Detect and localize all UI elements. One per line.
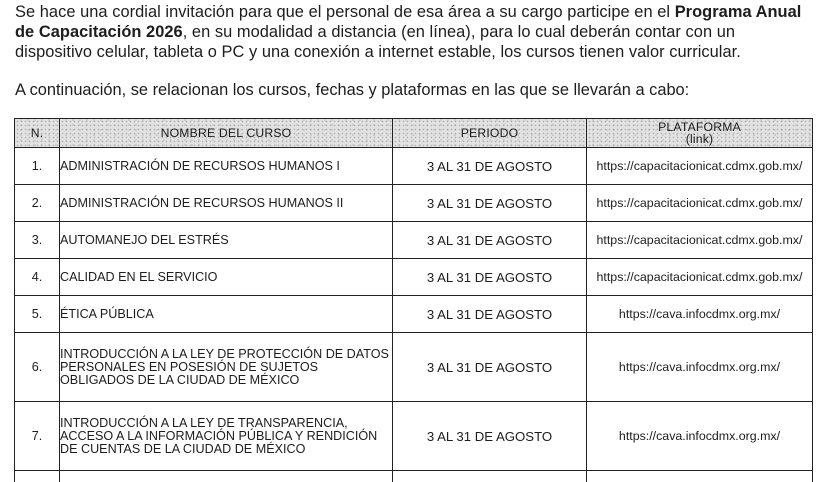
intro-text-end: , en su modalidad a distancia (en línea), para lo cual deberán contar con un dispositivo celular, tableta o PC y una conexión a internet estable, los cursos tienen valor curricular. [15, 23, 741, 61]
header-platform-link: (link) [685, 132, 714, 146]
course-name: ADMINISTRACIÓN DE RECURSOS HUMANOS II [60, 185, 393, 222]
header-course-name: NOMBRE DEL CURSO [60, 119, 393, 148]
table-row [15, 259, 813, 296]
header-platform-title: PLATAFORMA [658, 120, 741, 134]
row-number: 6. [15, 333, 60, 402]
course-platform-link[interactable]: https://capacitacionicat.cdmx.gob.mx/ [587, 148, 813, 185]
table-header-row [15, 119, 813, 148]
course-platform-link[interactable]: https://capacitacionicat.cdmx.gob.mx/ [587, 222, 813, 259]
course-period: 3 AL 31 DE AGOSTO [393, 402, 587, 471]
header-number: N. [15, 119, 60, 148]
table-row [15, 222, 813, 259]
intro-paragraph [15, 2, 815, 62]
row-number: 4. [15, 259, 60, 296]
course-name: CALIDAD EN EL SERVICIO [60, 259, 393, 296]
course-period: 3 AL 31 DE AGOSTO [393, 222, 587, 259]
course-period: 3 AL 31 DE AGOSTO [393, 185, 587, 222]
course-name: AUTOMANEJO DEL ESTRÉS [60, 222, 393, 259]
course-period: 3 AL 31 DE AGOSTO [393, 333, 587, 402]
course-platform-link[interactable]: https://cava.infocdmx.org.mx/ [587, 296, 813, 333]
course-platform-link[interactable]: https://capacitacionicat.cdmx.gob.mx/ [587, 185, 813, 222]
courses-lead-text: A continuación, se relacionan los cursos, fechas y plataformas en las que se llevarán a cabo: [15, 81, 690, 99]
course-platform-link[interactable]: https://capacitacionicat.cdmx.gob.mx/ [587, 259, 813, 296]
course-platform-link[interactable]: https://cava.infocdmx.org.mx/ [587, 333, 813, 402]
intro-text-start: Se hace una cordial invitación para que el personal de esa área a su cargo participe en el [15, 3, 675, 21]
table-row [15, 296, 813, 333]
course-name: ÉTICA PÚBLICA [60, 296, 393, 333]
row-number: 7. [15, 402, 60, 471]
course-name: INTRODUCCIÓN A LA LEY DE TRANSPARENCIA, ACCESO A LA INFORMACIÓN PÚBLICA Y RENDICIÓN DE CUENTAS DE LA CIUDAD DE MÉXICO [60, 402, 393, 471]
course-name: INTRODUCCIÓN A LA LEY DE PROTECCIÓN DE DATOS PERSONALES EN POSESIÓN DE SUJETOS OBLIGADOS DE LA CIUDAD DE MÉXICO [60, 333, 393, 402]
course-period-empty [393, 471, 587, 482]
courses-table [14, 118, 813, 482]
course-platform-link[interactable]: https://cava.infocdmx.org.mx/ [587, 402, 813, 471]
table-row [15, 185, 813, 222]
course-period: 3 AL 31 DE AGOSTO [393, 259, 587, 296]
table-row [15, 148, 813, 185]
course-platform-empty [587, 471, 813, 482]
row-number: 3. [15, 222, 60, 259]
table-row [15, 402, 813, 471]
row-number: 1. [15, 148, 60, 185]
course-name-empty [60, 471, 393, 482]
course-period: 3 AL 31 DE AGOSTO [393, 296, 587, 333]
table-row-continued [15, 471, 813, 482]
program-name: Programa Anual de Capacitación 2026 [15, 3, 802, 41]
row-number: 5. [15, 296, 60, 333]
course-period: 3 AL 31 DE AGOSTO [393, 148, 587, 185]
row-number-empty [15, 471, 60, 482]
course-name: ADMINISTRACIÓN DE RECURSOS HUMANOS I [60, 148, 393, 185]
row-number: 2. [15, 185, 60, 222]
header-platform [587, 119, 813, 148]
header-period: PERIODO [393, 119, 587, 148]
table-row [15, 333, 813, 402]
